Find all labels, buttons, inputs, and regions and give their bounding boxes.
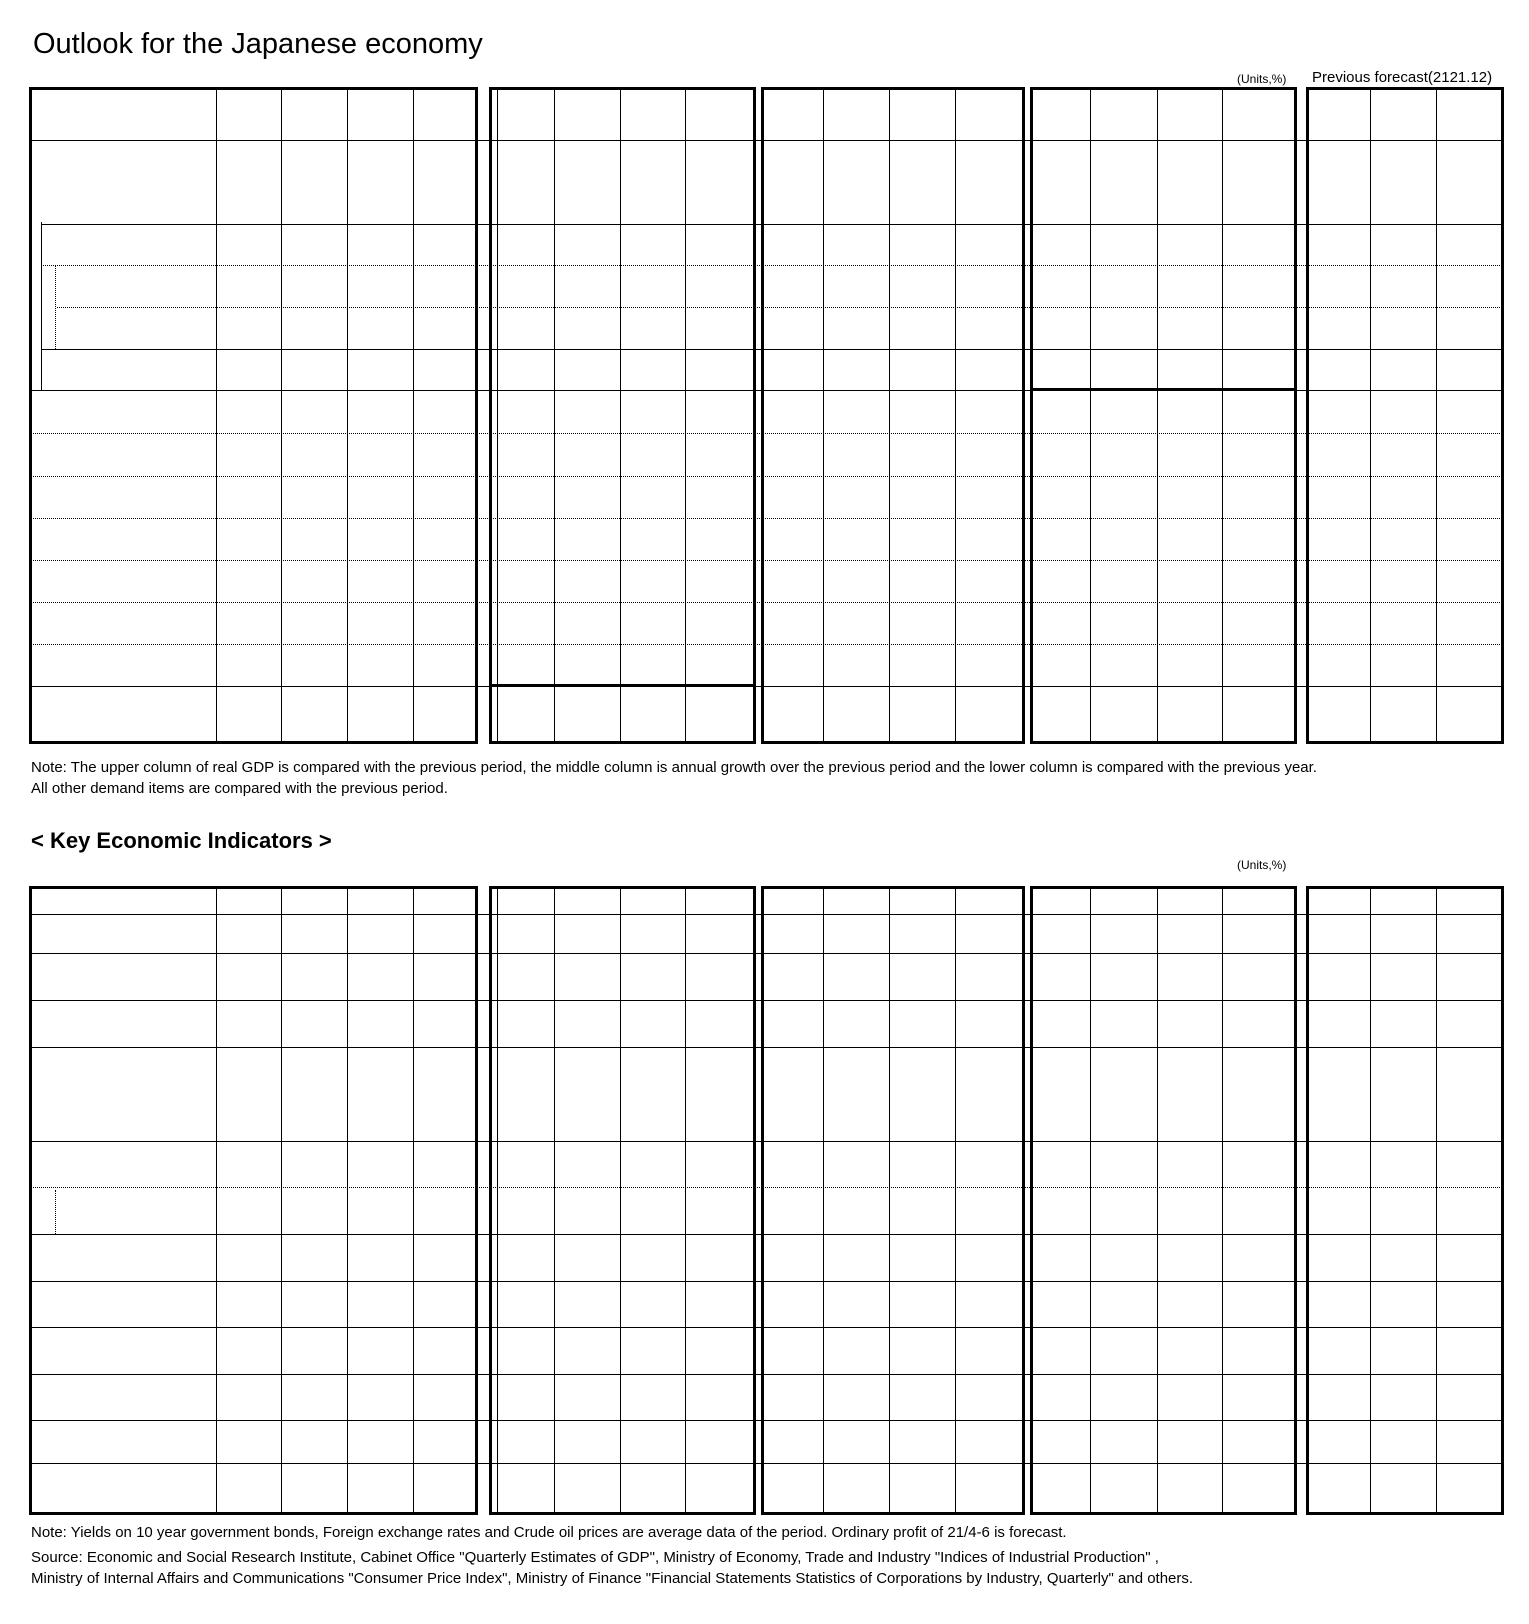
- row-divider: [29, 1281, 1504, 1282]
- row-divider: [29, 602, 1504, 603]
- note-real-gdp: Note: The upper column of real GDP is compared with the previous period, the middle column is annual growth over the previous period and the lower column is compared with the previous year. All other demand items are compared with the previous period.: [31, 759, 1317, 797]
- column-group-border: [489, 87, 756, 744]
- row-divider: [29, 1000, 1504, 1001]
- bracket-line: [55, 1190, 56, 1234]
- row-divider: [43, 265, 1504, 266]
- units-label-1: (Units,%): [1237, 72, 1287, 86]
- row-divider: [29, 560, 1504, 561]
- column-group-border: [1030, 87, 1297, 744]
- row-divider: [29, 1047, 1504, 1048]
- header-divider: [29, 914, 1504, 915]
- column-group-border: [29, 87, 478, 744]
- previous-forecast-label: Previous forecast(2121.12): [1312, 69, 1493, 86]
- row-divider: [29, 1374, 1504, 1375]
- row-divider: [29, 1141, 1504, 1142]
- source-line-2: Ministry of Internal Affairs and Communications "Consumer Price Index", Ministry of Finance "Financial Statements Statistics of Corporations by Industry, Quarterly" and others.: [31, 1570, 1194, 1587]
- page-title: Outlook for the Japanese economy: [33, 28, 483, 60]
- row-divider: [29, 518, 1504, 519]
- row-divider: [29, 1234, 1504, 1235]
- row-divider: [29, 1463, 1504, 1464]
- bracket-line: [41, 222, 42, 391]
- row-divider: [29, 686, 1504, 687]
- column-group-border: [1306, 87, 1504, 744]
- header-divider: [29, 140, 1504, 141]
- column-group-border: [761, 87, 1025, 744]
- row-divider: [29, 644, 1504, 645]
- row-divider: [29, 476, 1504, 477]
- source-line-1: Source: Economic and Social Research Institute, Cabinet Office "Quarterly Estimates of GDP", Ministry of Economy, Trade and Industry "Indices of Industrial Production" ,: [31, 1549, 1159, 1566]
- thick-divider: [489, 684, 756, 687]
- bracket-line: [55, 265, 56, 349]
- row-divider: [41, 349, 1504, 350]
- row-divider: [29, 1187, 1504, 1188]
- row-divider: [29, 1327, 1504, 1328]
- note-yields: Note: Yields on 10 year government bonds, Foreign exchange rates and Crude oil prices are average data of the period. Ordinary profit of 21/4-6 is forecast.: [31, 1524, 1067, 1541]
- row-divider: [29, 953, 1504, 954]
- thick-divider: [1030, 388, 1297, 391]
- row-divider: [57, 307, 1504, 308]
- row-divider: [29, 433, 1504, 434]
- key-indicators-title: < Key Economic Indicators >: [31, 828, 332, 853]
- row-divider: [29, 1420, 1504, 1421]
- row-divider: [41, 224, 1504, 225]
- units-label-2: (Units,%): [1237, 858, 1287, 872]
